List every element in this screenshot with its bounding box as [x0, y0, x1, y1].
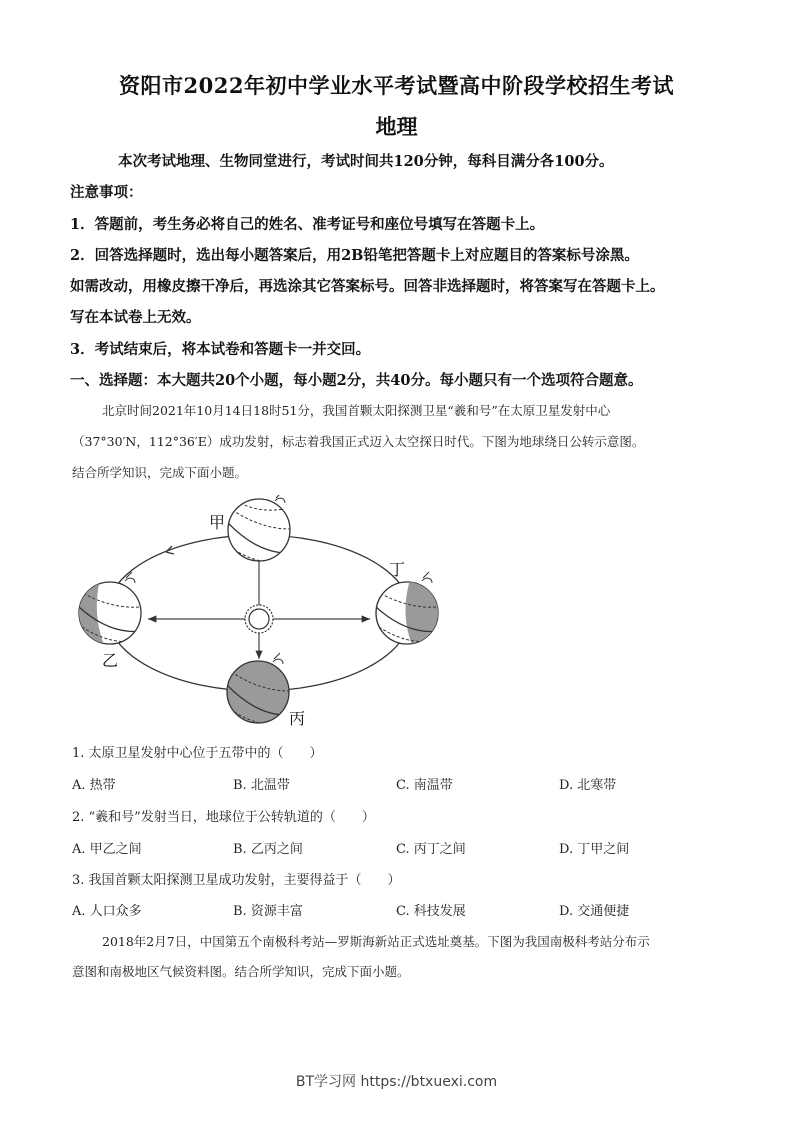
passage-line: 北京时间2021年10月14日18时51分，我国首颗太阳探测卫星“羲和号”在太原卫星发射中心 — [102, 403, 611, 418]
subject-title: 地理 — [375, 114, 418, 139]
notice-item: 1．答题前，考生务必将自己的姓名、准考证号和座位号填写在答题卡上。 — [70, 216, 545, 233]
earth-globe-bing-icon — [227, 653, 291, 724]
earth-revolution-diagram — [70, 495, 450, 735]
passage-line: 意图和南极地区气候资料图。结合所学知识，完成下面小题。 — [72, 964, 410, 979]
option-c: C. 丙丁之间 — [396, 842, 466, 857]
notice-item: 写在本试卷上无效。 — [70, 309, 201, 326]
notice-item: 如需改动，用橡皮擦干净后，再选涂其它答案标号。回答非选择题时，将答案写在答题卡上。 — [70, 278, 665, 295]
exam-title: 资阳市2022年初中学业水平考试暨高中阶段学校招生考试 — [119, 73, 674, 98]
passage-line: 2018年2月7日，中国第五个南极科考站—罗斯海新站正式选址奠基。下图为我国南极科考站分布示 — [102, 934, 650, 949]
label-ding: 丁 — [389, 560, 406, 579]
exam-intro: 本次考试地理、生物同堂进行，考试时间共120分钟，每科目满分各100分。 — [118, 153, 614, 170]
sun-icon — [245, 605, 273, 633]
option-c: C. 南温带 — [396, 778, 453, 793]
option-d: D. 丁甲之间 — [559, 842, 630, 857]
option-c: C. 科技发展 — [396, 904, 466, 919]
earth-globe-yi-icon — [79, 572, 142, 645]
notice-item: 3．考试结束后，将本试卷和答题卡一并交回。 — [70, 341, 371, 358]
option-b: B. 乙丙之间 — [233, 842, 303, 857]
option-d: D. 北寒带 — [559, 778, 617, 793]
question-stem: 2. “羲和号”发射当日，地球位于公转轨道的（ ） — [72, 810, 375, 825]
option-d: D. 交通便捷 — [559, 904, 630, 919]
passage-line: （37°30′N，112°36′E）成功发射，标志着我国正式迈入太空探日时代。下图为地球绕日公转示意图。 — [72, 434, 645, 449]
notice-item: 2．回答选择题时，选出每小题答案后，用2B铅笔把答题卡上对应题目的答案标号涂黑。 — [70, 247, 639, 264]
option-b: B. 资源丰富 — [233, 904, 303, 919]
passage-line: 结合所学知识，完成下面小题。 — [72, 465, 248, 480]
earth-globe-ding-icon — [376, 572, 440, 645]
section-heading: 一、选择题：本大题共20个小题，每小题2分，共40分。每小题只有一个选项符合题意。 — [70, 372, 643, 389]
earth-globe-jia-icon — [228, 495, 292, 562]
label-jia: 甲 — [209, 513, 226, 532]
question-stem: 1. 太原卫星发射中心位于五带中的（ ） — [72, 746, 323, 761]
option-a: A. 人口众多 — [72, 904, 142, 919]
watermark-footer: BT学习网 https://btxuexi.com — [295, 1074, 498, 1090]
option-b: B. 北温带 — [233, 778, 290, 793]
label-bing: 丙 — [289, 709, 306, 728]
notice-heading: 注意事项： — [70, 184, 143, 201]
label-yi: 乙 — [102, 651, 119, 670]
question-stem: 3. 我国首颗太阳探测卫星成功发射，主要得益于（ ） — [72, 873, 401, 888]
option-a: A. 热带 — [72, 778, 116, 793]
option-a: A. 甲乙之间 — [72, 842, 142, 857]
